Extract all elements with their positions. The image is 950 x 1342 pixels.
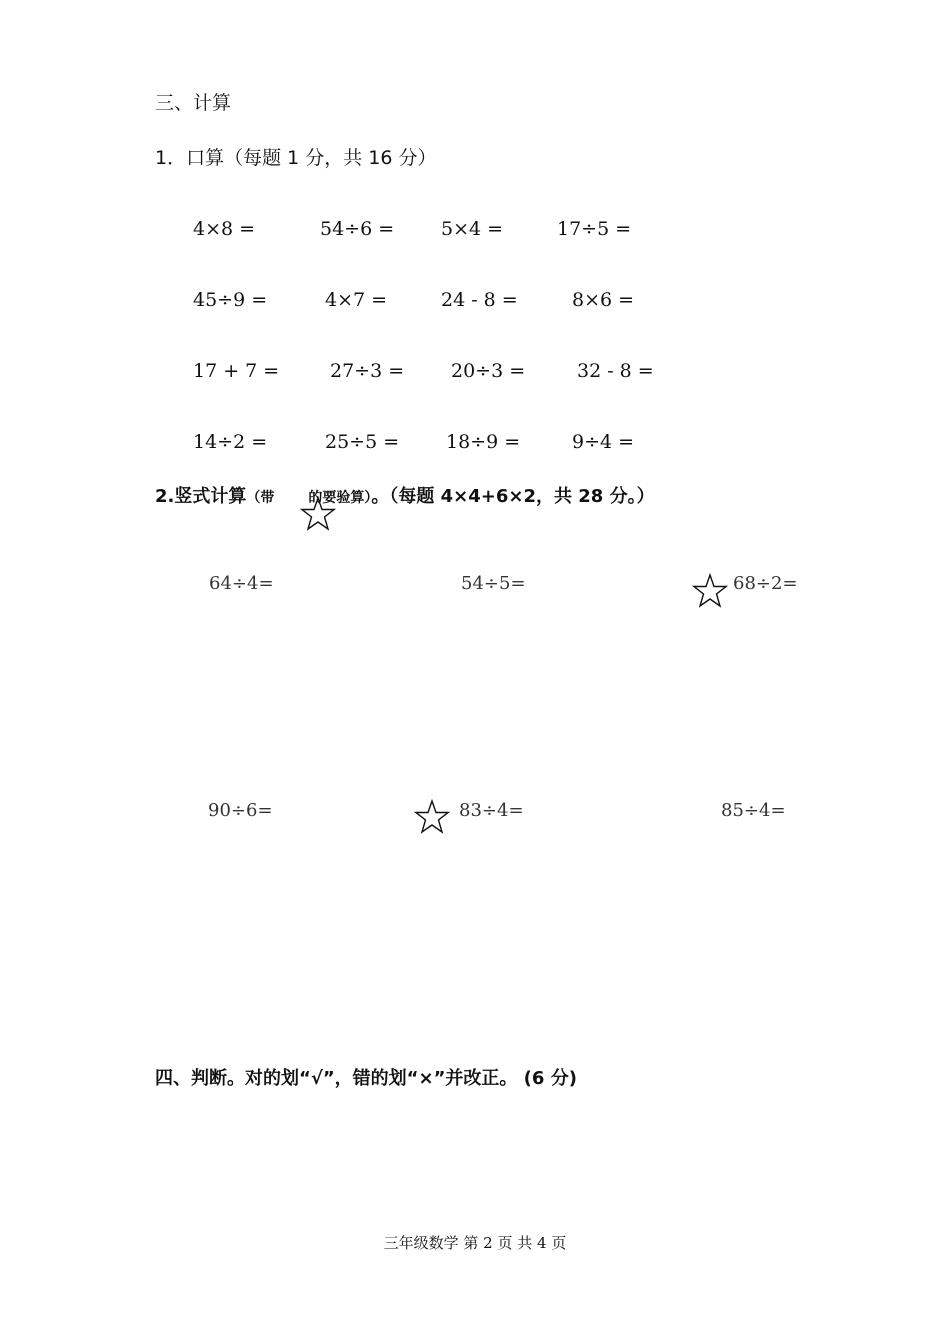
star-outline-icon [300, 496, 336, 532]
vertical-problem: 85÷4= [721, 800, 786, 821]
oral-item: 5×4 = [441, 218, 504, 240]
oral-item: 14÷2 = [193, 431, 268, 453]
oral-item: 4×8 = [193, 218, 256, 240]
star-outline-icon [692, 573, 728, 609]
vertical-problem: 90÷6= [208, 800, 273, 821]
question-2-paren-open: （带 [246, 490, 275, 506]
oral-item: 9÷4 = [572, 431, 635, 453]
vertical-problem: 83÷4= [459, 800, 524, 821]
question-2-prefix: 2.竖式计算 [155, 486, 247, 507]
oral-item: 24 - 8 = [441, 289, 518, 311]
question-2-title [155, 482, 655, 508]
question-1-title: 1．口算（每题 1 分，共 16 分） [155, 147, 437, 169]
question-2-paren-close: 的要验算） [308, 490, 372, 506]
oral-item: 17÷5 = [557, 218, 632, 240]
oral-item: 27÷3 = [330, 360, 405, 382]
oral-item: 20÷3 = [451, 360, 526, 382]
oral-item: 17 + 7 = [193, 360, 280, 382]
oral-item: 18÷9 = [446, 431, 521, 453]
question-2-rest: 。（每题 4×4+6×2，共 28 分。） [371, 486, 655, 507]
section-3-title: 三、计算 [155, 92, 232, 114]
page-footer: 三年级数学 第 2 页 共 4 页 [383, 1234, 567, 1252]
oral-item: 4×7 = [325, 289, 388, 311]
vertical-problem: 54÷5= [461, 573, 526, 594]
oral-item: 45÷9 = [193, 289, 268, 311]
section-4-title: 四、判断。对的划“√”，错的划“×”并改正。 (6 分) [155, 1068, 577, 1089]
star-outline-icon [414, 799, 450, 835]
vertical-problem: 68÷2= [733, 573, 798, 594]
oral-item: 32 - 8 = [577, 360, 654, 382]
oral-item: 25÷5 = [325, 431, 400, 453]
oral-item: 54÷6 = [320, 218, 395, 240]
oral-item: 8×6 = [572, 289, 635, 311]
vertical-problem: 64÷4= [209, 573, 274, 594]
